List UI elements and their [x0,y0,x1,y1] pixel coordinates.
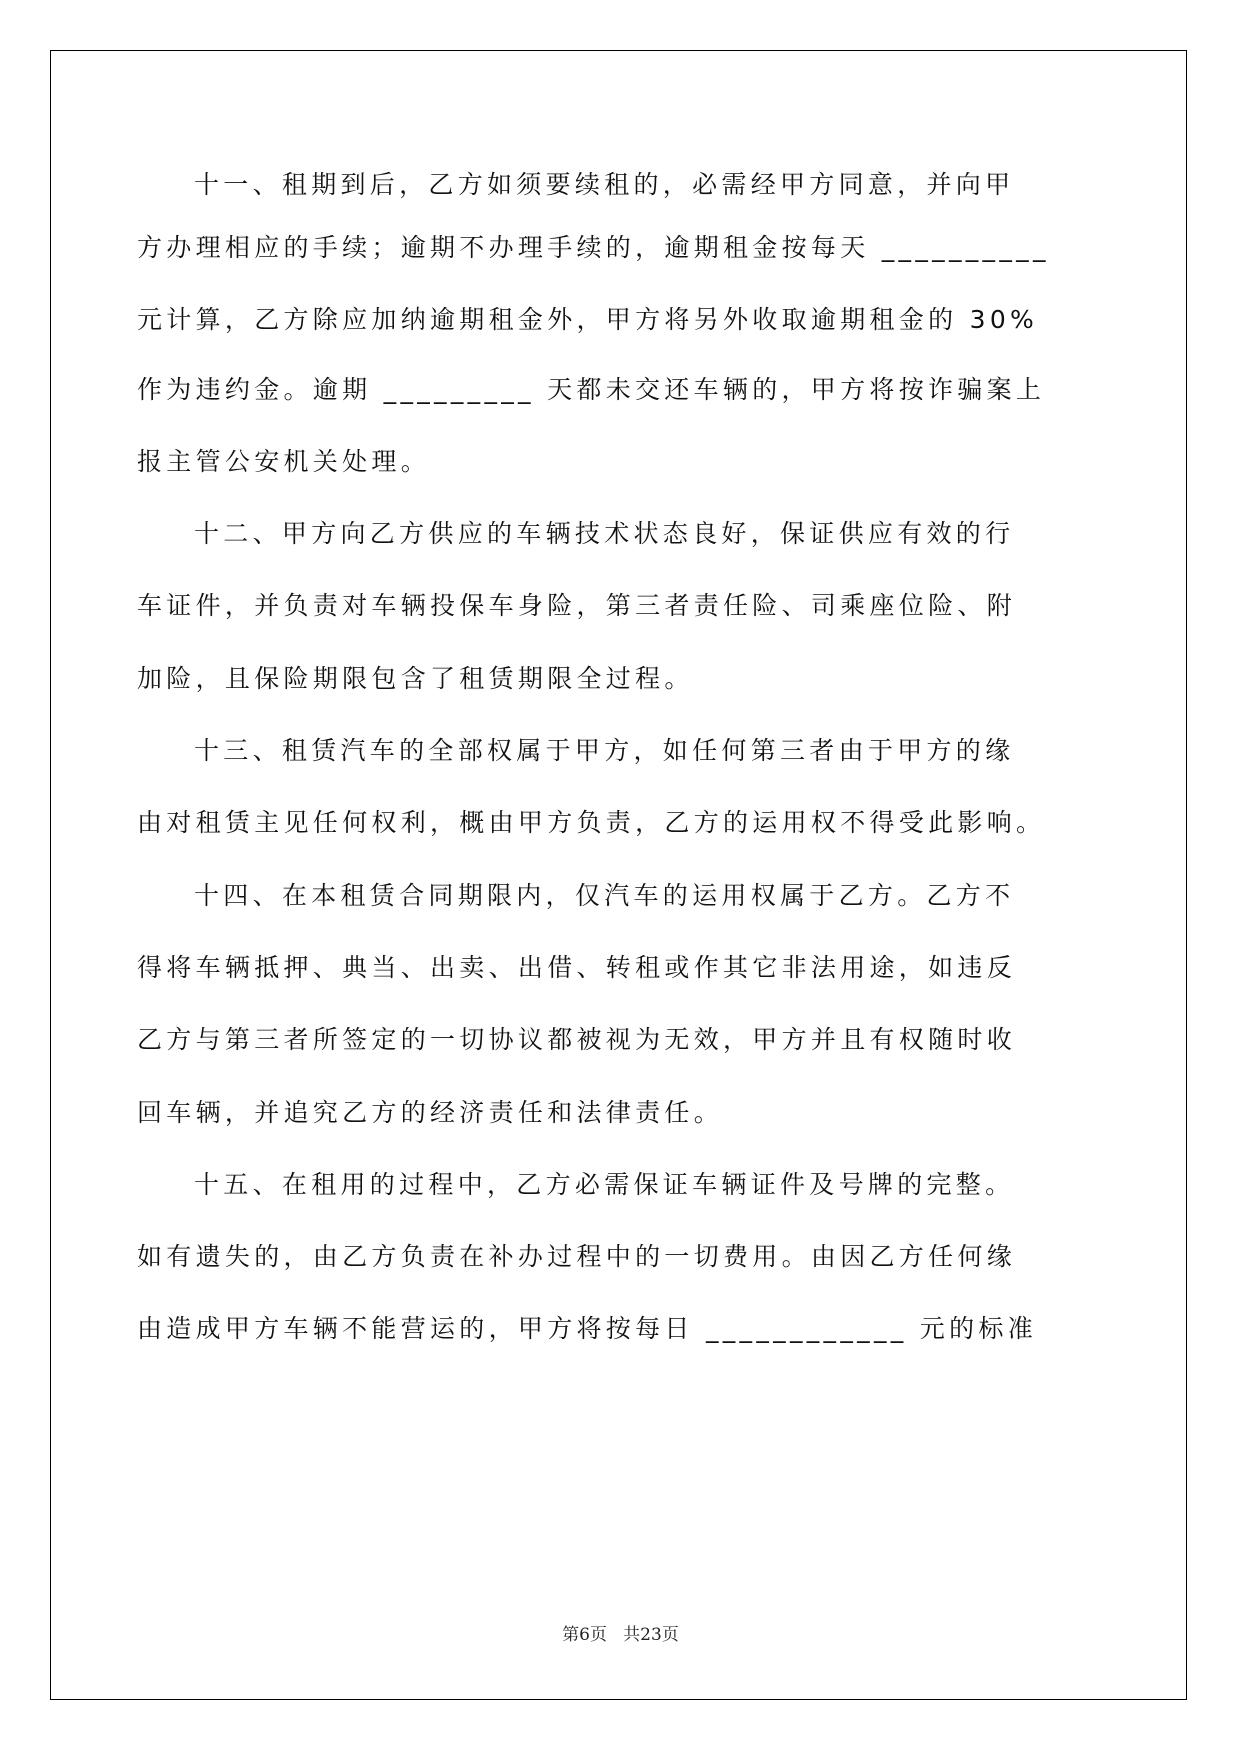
text-line: 方办理相应的手续；逾期不办理手续的，逾期租金按每天 __________ [137,233,1050,262]
text-line: 十四、在本租赁合同期限内，仅汽车的运用权属于乙方。乙方不 [194,881,1015,910]
page-number: 第6页 共23页 [562,1625,679,1645]
text-line: 乙方与第三者所签定的一切协议都被视为无效，甲方并且有权随时收 [137,1025,1017,1054]
text-line: 报主管公安机关处理。 [137,447,431,476]
text-line: 十五、在租用的过程中，乙方必需保证车辆证件及号牌的完整。 [194,1170,1015,1199]
text-line: 十二、甲方向乙方供应的车辆技术状态良好，保证供应有效的行 [194,519,1015,548]
text-line: 由造成甲方车辆不能营运的，甲方将按每日 ____________ 元的标准 [137,1314,1037,1343]
text-line: 十三、租赁汽车的全部权属于甲方，如任何第三者由于甲方的缘 [194,736,1015,765]
text-line: 加险，且保险期限包含了租赁期限全过程。 [137,664,694,693]
text-line: 作为违约金。逾期 _________ 天都未交还车辆的，甲方将按诈骗案上 [137,375,1046,404]
text-line: 元计算，乙方除应加纳逾期租金外，甲方将另外收取逾期租金的 30% [137,305,1039,334]
text-line: 如有遗失的，由乙方负责在补办过程中的一切费用。由因乙方任何缘 [137,1242,1017,1271]
text-line: 回车辆，并追究乙方的经济责任和法律责任。 [137,1098,724,1127]
text-line: 车证件，并负责对车辆投保车身险，第三者责任险、司乘座位险、附 [137,591,1017,620]
text-line: 十一、租期到后，乙方如须要续租的，必需经甲方同意，并向甲 [194,170,1015,199]
text-line: 得将车辆抵押、典当、出卖、出借、转租或作其它非法用途，如违反 [137,953,1017,982]
text-line: 由对租赁主见任何权利，概由甲方负责，乙方的运用权不得受此影响。 [137,808,1046,837]
page-border [50,50,1187,1700]
